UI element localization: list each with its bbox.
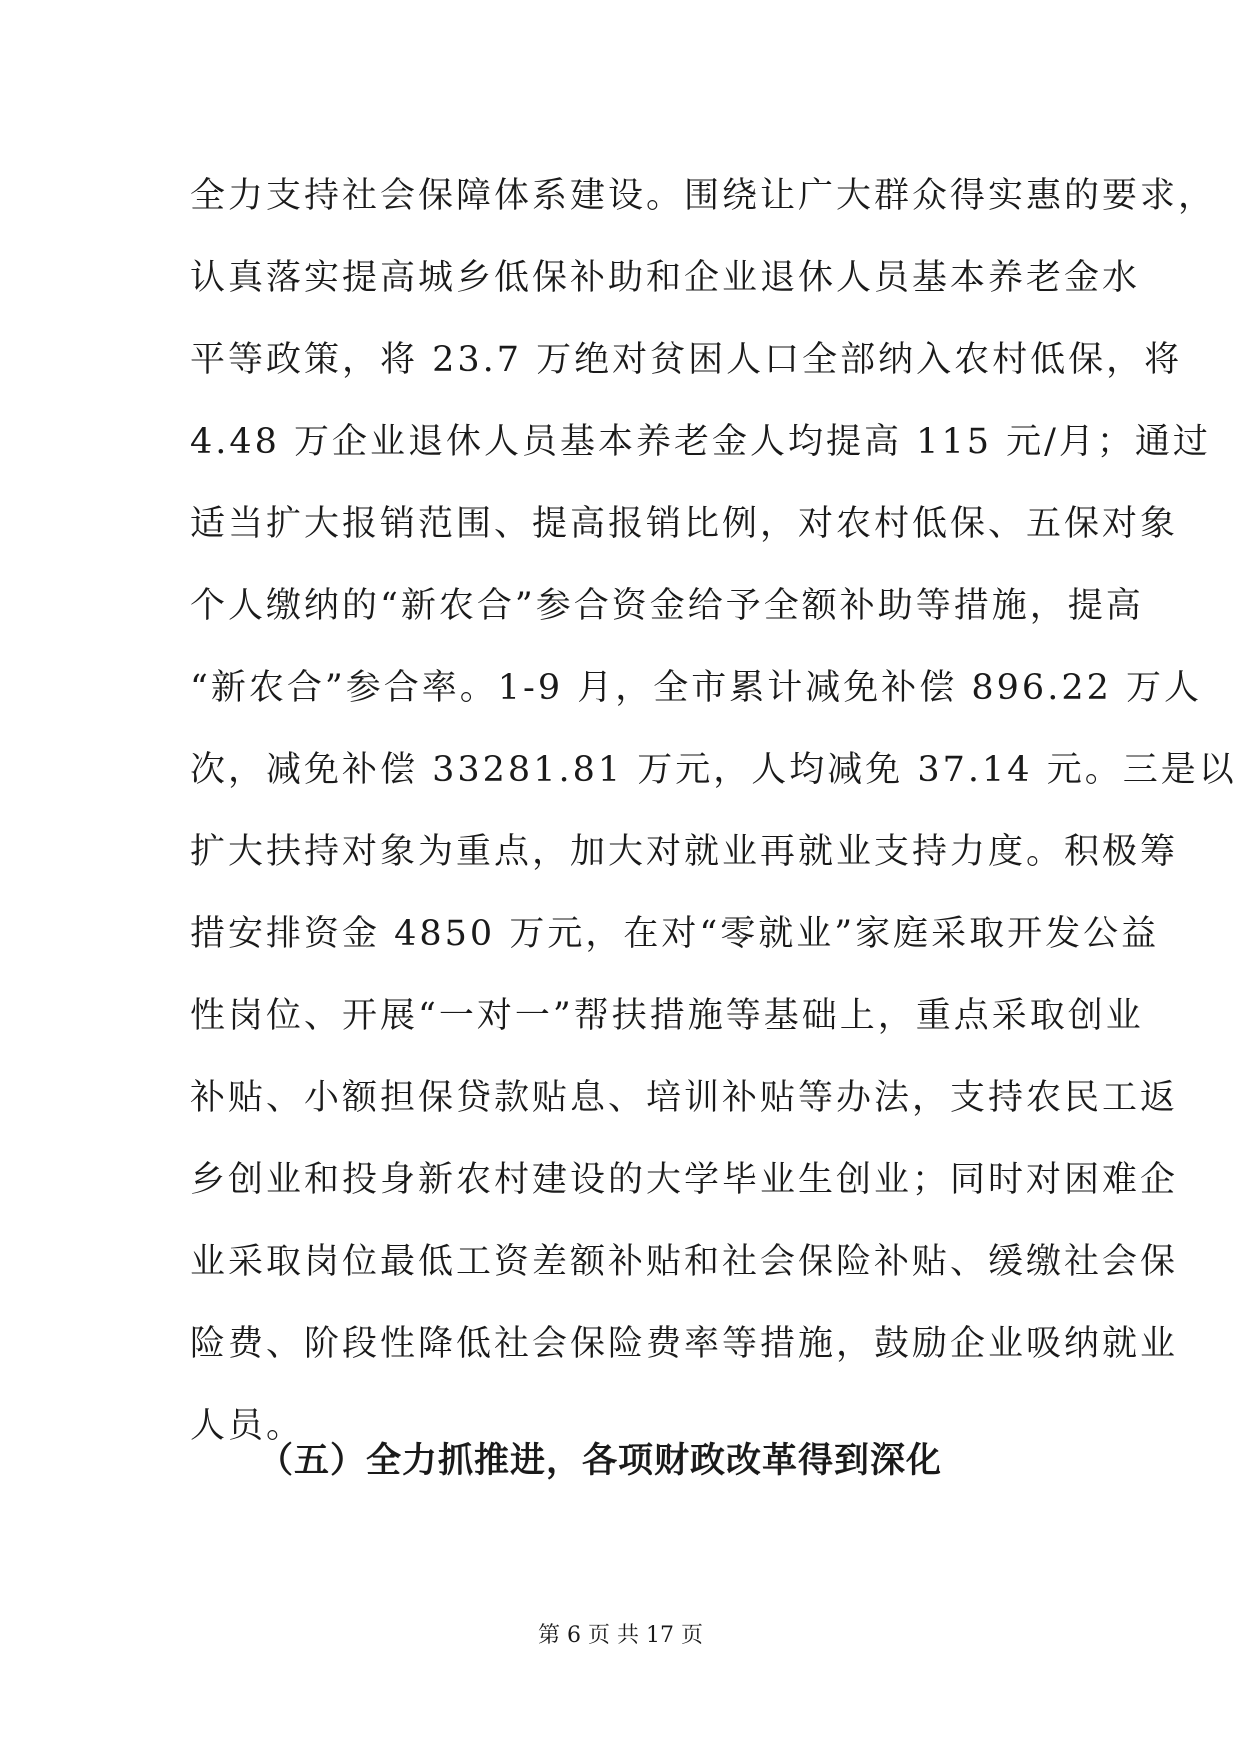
paragraph-line: 4.48 万企业退休人员基本养老金人均提高 115 元/月；通过 — [190, 422, 1211, 462]
paragraph-line: “新农合”参合率。1-9 月，全市累计减免补偿 896.22 万人 — [190, 668, 1202, 708]
paragraph-line: 人员。 — [190, 1406, 305, 1446]
paragraph-line: 个人缴纳的“新农合”参合资金给予全额补助等措施，提高 — [190, 586, 1144, 626]
paragraph-line: 乡创业和投身新农村建设的大学毕业生创业；同时对困难企 — [190, 1160, 1179, 1200]
paragraph-line: 次，减免补偿 33281.81 万元，人均减免 37.14 元。三是以 — [190, 750, 1237, 790]
paragraph-line: 扩大扶持对象为重点，加大对就业再就业支持力度。积极筹 — [190, 832, 1179, 872]
body-paragraph — [190, 155, 1237, 1467]
paragraph-line: 险费、阶段性降低社会保险费率等措施，鼓励企业吸纳就业 — [190, 1324, 1179, 1364]
paragraph-line: 性岗位、开展“一对一”帮扶措施等基础上，重点采取创业 — [190, 996, 1144, 1036]
paragraph-line: 认真落实提高城乡低保补助和企业退休人员基本养老金水 — [190, 258, 1141, 298]
page-footer: 第 6 页 共 17 页 — [538, 1623, 703, 1648]
paragraph-line: 平等政策，将 23.7 万绝对贫困人口全部纳入农村低保，将 — [190, 340, 1183, 380]
paragraph-line: 措安排资金 4850 万元，在对“零就业”家庭采取开发公益 — [190, 914, 1160, 954]
paragraph-line: 业采取岗位最低工资差额补贴和社会保险补贴、缓缴社会保 — [190, 1242, 1179, 1282]
paragraph-line: 适当扩大报销范围、提高报销比例，对农村低保、五保对象 — [190, 504, 1179, 544]
paragraph-line: 全力支持社会保障体系建设。围绕让广大群众得实惠的要求， — [190, 176, 1217, 216]
section-heading: （五）全力抓推进，各项财政改革得到深化 — [258, 1441, 943, 1481]
paragraph-line: 补贴、小额担保贷款贴息、培训补贴等办法，支持农民工返 — [190, 1078, 1179, 1118]
